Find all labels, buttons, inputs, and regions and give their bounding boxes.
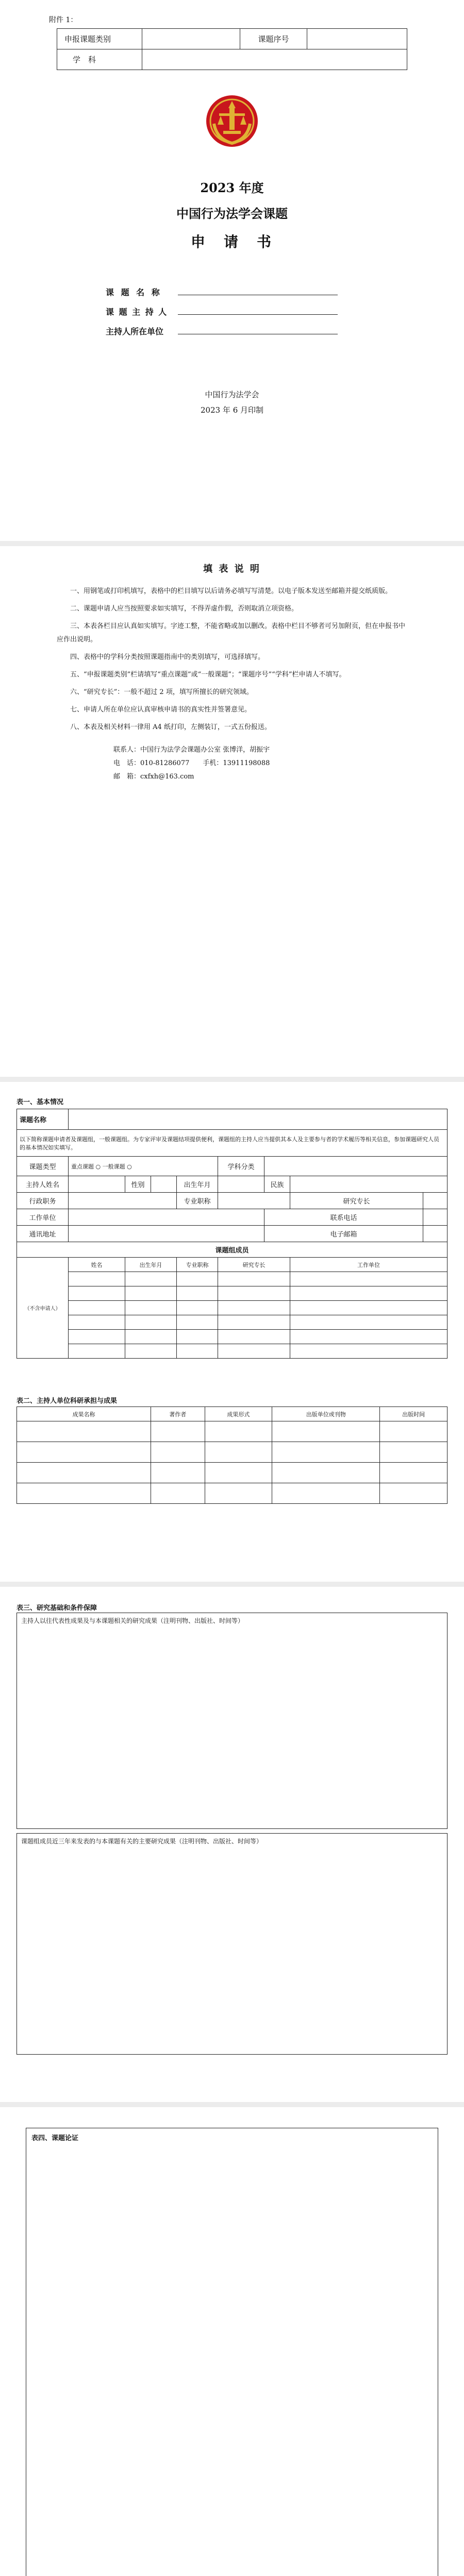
instructions-page — [0, 546, 464, 1077]
specialty-label: 研究专长 — [290, 1193, 423, 1209]
cover-fields — [106, 286, 374, 345]
results-col-publisher: 出版单位或刊物 — [272, 1407, 380, 1421]
type-label: 课题类型 — [17, 1157, 69, 1176]
admin-title-label: 行政职务 — [17, 1193, 69, 1209]
work-unit-label: 工作单位 — [17, 1209, 69, 1226]
address-label: 通讯地址 — [17, 1226, 69, 1242]
subject-label: 学 科 — [57, 49, 142, 70]
subject-cell — [264, 1157, 448, 1176]
book-title: 申 请 书 — [190, 233, 273, 250]
page-separator — [0, 541, 464, 546]
field-project-name: 课 题 名 称 — [106, 286, 374, 306]
demonstration-page — [0, 2107, 464, 2576]
serial-cell — [307, 29, 407, 49]
part2-title: 表二、主持人单位科研承担与成果 — [16, 1397, 118, 1405]
results-col-form: 成果形式 — [205, 1407, 272, 1421]
host-cell — [69, 1176, 125, 1193]
pro-title-label: 专业职称 — [177, 1193, 218, 1209]
member-results-box — [16, 1833, 448, 2055]
email-cell — [423, 1226, 448, 1242]
field-unit: 主持人所在单位 — [106, 325, 374, 345]
member-results-question: 课题组成员近三年来发表的与本课题有关的主要研究成果（注明刊物、出版社、时间等） — [21, 1838, 263, 1845]
table-row — [17, 1463, 448, 1483]
table-row — [17, 1344, 448, 1359]
table-row — [17, 1286, 448, 1301]
print-date: 2023 年 6 月印制 — [200, 405, 264, 415]
table-row — [17, 1315, 448, 1330]
page-separator — [0, 2102, 464, 2107]
contact-person: 联系人：中国行为法学会课题办公室 张博洋，胡振宇 — [113, 746, 270, 754]
cover-page — [0, 0, 464, 541]
member-col-name: 姓名 — [69, 1258, 125, 1272]
instruction-item: 五、“申报课题类别”栏请填写“重点课题”或“一般课题”；“课题序号”“学科”栏申请人不填写。 — [70, 671, 346, 679]
ethnic-label: 民族 — [264, 1176, 290, 1193]
cover-top-table — [57, 28, 407, 70]
table-row — [17, 1330, 448, 1344]
prior-results-question: 主持人以往代表性成果及与本课题相关的研究成果（注明刊物、出版社、时间等） — [21, 1617, 244, 1624]
year-title: 2023 年度 — [200, 180, 264, 195]
page-separator — [0, 1582, 464, 1587]
contact-phone: 电 话：010-81286077 手机：13911198088 — [113, 759, 270, 767]
instruction-item: 二、课题申请人应当按照要求如实填写，不得弄虚作假，否则取消立项资格。 — [70, 605, 299, 613]
member-col-unit: 工作单位 — [290, 1258, 448, 1272]
instruction-item: 四、表格中的学科分类按照课题指南中的类别填写，可选择填写。 — [70, 653, 265, 661]
part4-title: 表四、课题论证 — [31, 2134, 79, 2142]
part3-title: 表三、研究基础和条件保障 — [16, 1604, 97, 1612]
table-row — [17, 1483, 448, 1504]
table-row — [17, 1442, 448, 1463]
address-cell — [69, 1226, 264, 1242]
pro-title-cell — [218, 1193, 290, 1209]
instruction-item: 六、“研究专长”：一般不超过 2 项，填写所擅长的研究领域。 — [70, 688, 253, 696]
research-basis-page — [0, 1587, 464, 2102]
serial-label: 课题序号 — [240, 29, 307, 49]
gender-cell — [151, 1176, 177, 1193]
basic-info-page — [0, 1082, 464, 1582]
contact-email: 邮 箱：cxfxh@163.com — [113, 773, 194, 781]
results-col-name: 成果名称 — [17, 1407, 151, 1421]
basic-info-table — [16, 1109, 448, 1359]
field-host: 课 题 主 持 人 — [106, 306, 374, 325]
table-row — [17, 1421, 448, 1442]
instruction-item: 三、本表各栏目应认真如实填写。字迹工整，不能省略或加以删改。表格中栏目不够者可另加附页，但在申报书中应作出说明。 — [57, 622, 406, 643]
results-col-time: 出版时间 — [380, 1407, 448, 1421]
basic-info-note: 以下简称课题申请者及课题组，一般课题组。为专家评审及课题结项提供便利，课题组的主持人应当提供其本人及主要参与者的学术履历等相关信息，参加课题研究人员的基本情况如实填写。 — [17, 1130, 448, 1157]
part1-title: 表一、基本情况 — [16, 1098, 64, 1106]
birth-cell — [218, 1176, 264, 1193]
members-title: 课题组成员 — [17, 1242, 448, 1258]
category-cell — [142, 29, 240, 49]
member-col-birth: 出生年月 — [125, 1258, 177, 1272]
subject-label: 学科分类 — [218, 1157, 264, 1176]
emblem — [204, 93, 260, 149]
demonstration-box — [26, 2128, 438, 2576]
project-name-label: 课题名称 — [17, 1109, 69, 1130]
category-label: 申报课题类别 — [57, 29, 142, 49]
table-row — [17, 1272, 448, 1286]
subject-cell — [142, 49, 407, 70]
members-side-label: （不含申请人） — [17, 1258, 69, 1359]
specialty-cell — [423, 1193, 448, 1209]
admin-title-cell — [69, 1193, 177, 1209]
table-row — [17, 1301, 448, 1315]
instruction-item: 一、用钢笔或打印机填写，表格中的栏目填写以后请务必填写写清楚。以电子版本发送至邮箱并提交纸质版。 — [70, 587, 392, 595]
work-unit-cell — [69, 1209, 264, 1226]
email-label: 电子邮箱 — [264, 1226, 423, 1242]
host-label: 主持人姓名 — [17, 1176, 69, 1193]
project-name-cell — [69, 1109, 448, 1130]
instruction-item: 八、本表及相关材料一律用 A4 纸打印，左侧装订，一式五份报送。 — [70, 723, 271, 731]
instructions-body — [57, 585, 407, 784]
prior-results-box — [16, 1613, 448, 1829]
phone-label: 联系电话 — [264, 1209, 423, 1226]
results-col-author: 著作者 — [151, 1407, 205, 1421]
member-col-title: 专业职称 — [177, 1258, 218, 1272]
phone-cell — [423, 1209, 448, 1226]
gender-label: 性别 — [125, 1176, 151, 1193]
attachment-label: 附件 1： — [49, 16, 78, 24]
issuer: 中国行为法学会 — [205, 390, 259, 399]
page-separator — [0, 1077, 464, 1082]
type-value: 重点课题 ○ 一般课题 ○ — [69, 1157, 218, 1176]
birth-label: 出生年月 — [177, 1176, 218, 1193]
instructions-title: 填 表 说 明 — [203, 564, 261, 574]
ethnic-cell — [290, 1176, 448, 1193]
member-col-specialty: 研究专长 — [218, 1258, 290, 1272]
instruction-item: 七、申请人所在单位应认真审核申请书的真实性并签署意见。 — [70, 706, 252, 714]
research-results-table — [16, 1406, 448, 1504]
org-title: 中国行为法学会课题 — [176, 206, 288, 221]
emblem-pillar — [229, 107, 235, 130]
